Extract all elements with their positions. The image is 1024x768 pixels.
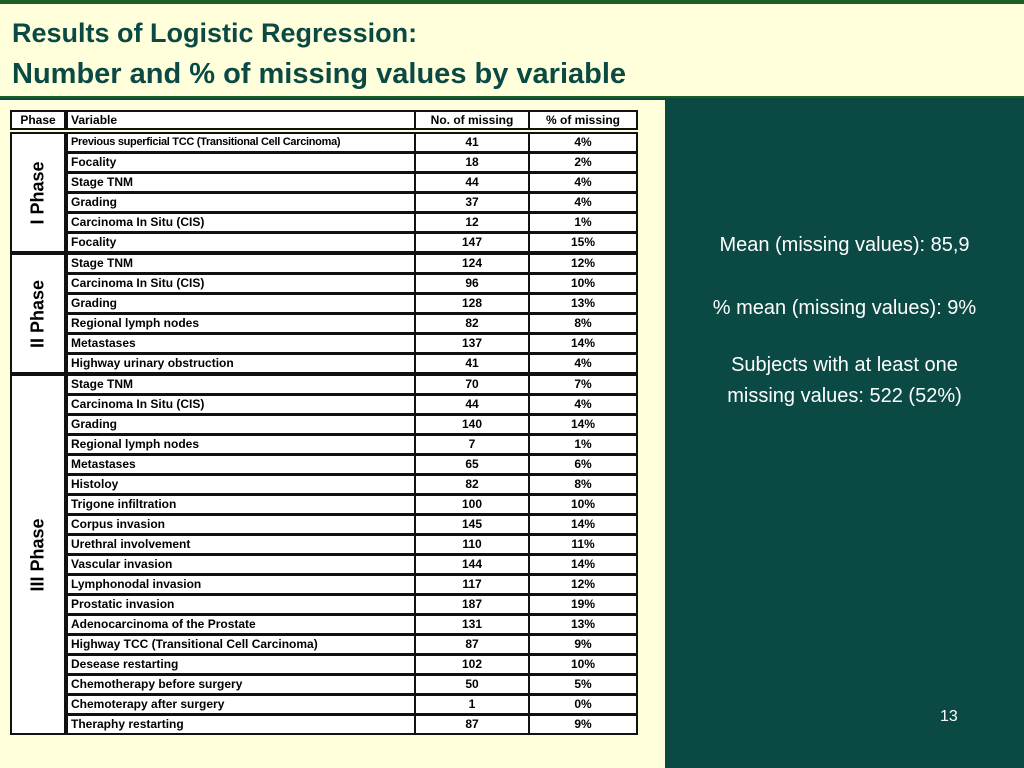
- missing-count-cell: 131: [414, 614, 530, 635]
- phase-label: II Phase: [27, 279, 48, 348]
- missing-count-cell: 102: [414, 654, 530, 675]
- missing-count-cell: 12: [414, 212, 530, 233]
- missing-count-cell: 82: [414, 313, 530, 334]
- missing-percent-cell: 10%: [528, 273, 638, 294]
- missing-percent-cell: 12%: [528, 253, 638, 274]
- missing-percent-cell: 10%: [528, 494, 638, 515]
- variable-cell: Stage TNM: [66, 172, 416, 193]
- missing-percent-cell: 15%: [528, 232, 638, 253]
- variable-cell: Vascular invasion: [66, 554, 416, 575]
- missing-percent-cell: 14%: [528, 514, 638, 535]
- variable-cell: Histoloy: [66, 474, 416, 495]
- variable-cell: Carcinoma In Situ (CIS): [66, 394, 416, 415]
- missing-percent-cell: 10%: [528, 654, 638, 675]
- missing-percent-cell: 1%: [528, 212, 638, 233]
- missing-percent-cell: 12%: [528, 574, 638, 595]
- variable-cell: Metastases: [66, 333, 416, 354]
- missing-count-cell: 1: [414, 694, 530, 715]
- missing-percent-cell: 4%: [528, 172, 638, 193]
- missing-count-cell: 7: [414, 434, 530, 455]
- missing-count-cell: 144: [414, 554, 530, 575]
- variable-cell: Carcinoma In Situ (CIS): [66, 273, 416, 294]
- variable-cell: Highway TCC (Transitional Cell Carcinoma): [66, 634, 416, 655]
- variable-cell: Metastases: [66, 454, 416, 475]
- missing-count-cell: 96: [414, 273, 530, 294]
- variable-cell: Regional lymph nodes: [66, 434, 416, 455]
- variable-cell: Stage TNM: [66, 374, 416, 395]
- missing-percent-cell: 19%: [528, 594, 638, 615]
- missing-count-cell: 110: [414, 534, 530, 555]
- variable-cell: Prostatic invasion: [66, 594, 416, 615]
- missing-count-cell: 82: [414, 474, 530, 495]
- missing-values-table: [10, 110, 640, 740]
- stat-percent-mean: % mean (missing values): 9%: [712, 297, 977, 319]
- missing-count-cell: 50: [414, 674, 530, 695]
- missing-percent-cell: 14%: [528, 333, 638, 354]
- variable-cell: Grading: [66, 293, 416, 314]
- missing-percent-cell: 4%: [528, 132, 638, 153]
- missing-count-cell: 187: [414, 594, 530, 615]
- missing-count-cell: 100: [414, 494, 530, 515]
- missing-count-cell: 18: [414, 152, 530, 173]
- stat-subjects-line-1: Subjects with at least one: [731, 354, 958, 376]
- missing-count-cell: 128: [414, 293, 530, 314]
- missing-count-cell: 44: [414, 394, 530, 415]
- missing-count-cell: 65: [414, 454, 530, 475]
- slide-title-line-2: Number and % of missing values by variable: [12, 58, 627, 90]
- variable-cell: Grading: [66, 192, 416, 213]
- missing-count-cell: 140: [414, 414, 530, 435]
- missing-percent-cell: 13%: [528, 614, 638, 635]
- missing-count-cell: 147: [414, 232, 530, 253]
- missing-percent-cell: 2%: [528, 152, 638, 173]
- missing-percent-cell: 11%: [528, 534, 638, 555]
- variable-cell: Urethral involvement: [66, 534, 416, 555]
- missing-count-cell: 87: [414, 634, 530, 655]
- missing-count-cell: 41: [414, 353, 530, 374]
- missing-percent-cell: 5%: [528, 674, 638, 695]
- variable-cell: Focality: [66, 232, 416, 253]
- missing-percent-cell: 0%: [528, 694, 638, 715]
- variable-cell: Lymphonodal invasion: [66, 574, 416, 595]
- variable-cell: Carcinoma In Situ (CIS): [66, 212, 416, 233]
- phase-label-cell: [10, 132, 66, 253]
- variable-cell: Grading: [66, 414, 416, 435]
- missing-percent-cell: 4%: [528, 394, 638, 415]
- missing-percent-cell: 8%: [528, 313, 638, 334]
- stat-mean: Mean (missing values): 85,9: [719, 234, 970, 256]
- missing-percent-cell: 13%: [528, 293, 638, 314]
- phase-label: III Phase: [27, 517, 48, 592]
- variable-cell: Chemotherapy before surgery: [66, 674, 416, 695]
- variable-cell: Corpus invasion: [66, 514, 416, 535]
- variable-cell: Chemoterapy after surgery: [66, 694, 416, 715]
- missing-count-cell: 41: [414, 132, 530, 153]
- missing-percent-cell: 4%: [528, 192, 638, 213]
- variable-cell: Regional lymph nodes: [66, 313, 416, 334]
- missing-count-cell: 70: [414, 374, 530, 395]
- stat-subjects-line-2: missing values: 522 (52%): [727, 385, 962, 407]
- missing-percent-cell: 6%: [528, 454, 638, 475]
- variable-cell: Focality: [66, 152, 416, 173]
- variable-cell: Adenocarcinoma of the Prostate: [66, 614, 416, 635]
- variable-cell: Highway urinary obstruction: [66, 353, 416, 374]
- missing-count-cell: 145: [414, 514, 530, 535]
- missing-count-cell: 44: [414, 172, 530, 193]
- missing-percent-cell: 14%: [528, 554, 638, 575]
- variable-cell: Stage TNM: [66, 253, 416, 274]
- variable-cell: Previous superficial TCC (Transitional Cell Carcinoma): [66, 132, 416, 153]
- phase-label-cell: [10, 253, 66, 374]
- missing-percent-cell: 1%: [528, 434, 638, 455]
- variable-cell: Trigone infiltration: [66, 494, 416, 515]
- missing-percent-cell: 9%: [528, 714, 638, 735]
- missing-count-cell: 124: [414, 253, 530, 274]
- missing-percent-cell: 4%: [528, 353, 638, 374]
- variable-cell: Desease restarting: [66, 654, 416, 675]
- page-number: 13: [940, 708, 958, 725]
- variable-cell: Theraphy restarting: [66, 714, 416, 735]
- header-phase: Phase: [10, 110, 66, 130]
- header-variable: Variable: [66, 110, 416, 130]
- header-no-of-missing: No. of missing: [414, 110, 530, 130]
- missing-percent-cell: 9%: [528, 634, 638, 655]
- header-percent-missing: % of missing: [528, 110, 638, 130]
- title-bar: [0, 0, 1024, 98]
- phase-label: I Phase: [27, 160, 48, 225]
- missing-count-cell: 137: [414, 333, 530, 354]
- missing-percent-cell: 14%: [528, 414, 638, 435]
- missing-count-cell: 87: [414, 714, 530, 735]
- missing-percent-cell: 7%: [528, 374, 638, 395]
- slide-title-line-1: Results of Logistic Regression:: [12, 18, 418, 48]
- missing-count-cell: 37: [414, 192, 530, 213]
- phase-label-cell: [10, 374, 66, 735]
- missing-percent-cell: 8%: [528, 474, 638, 495]
- missing-count-cell: 117: [414, 574, 530, 595]
